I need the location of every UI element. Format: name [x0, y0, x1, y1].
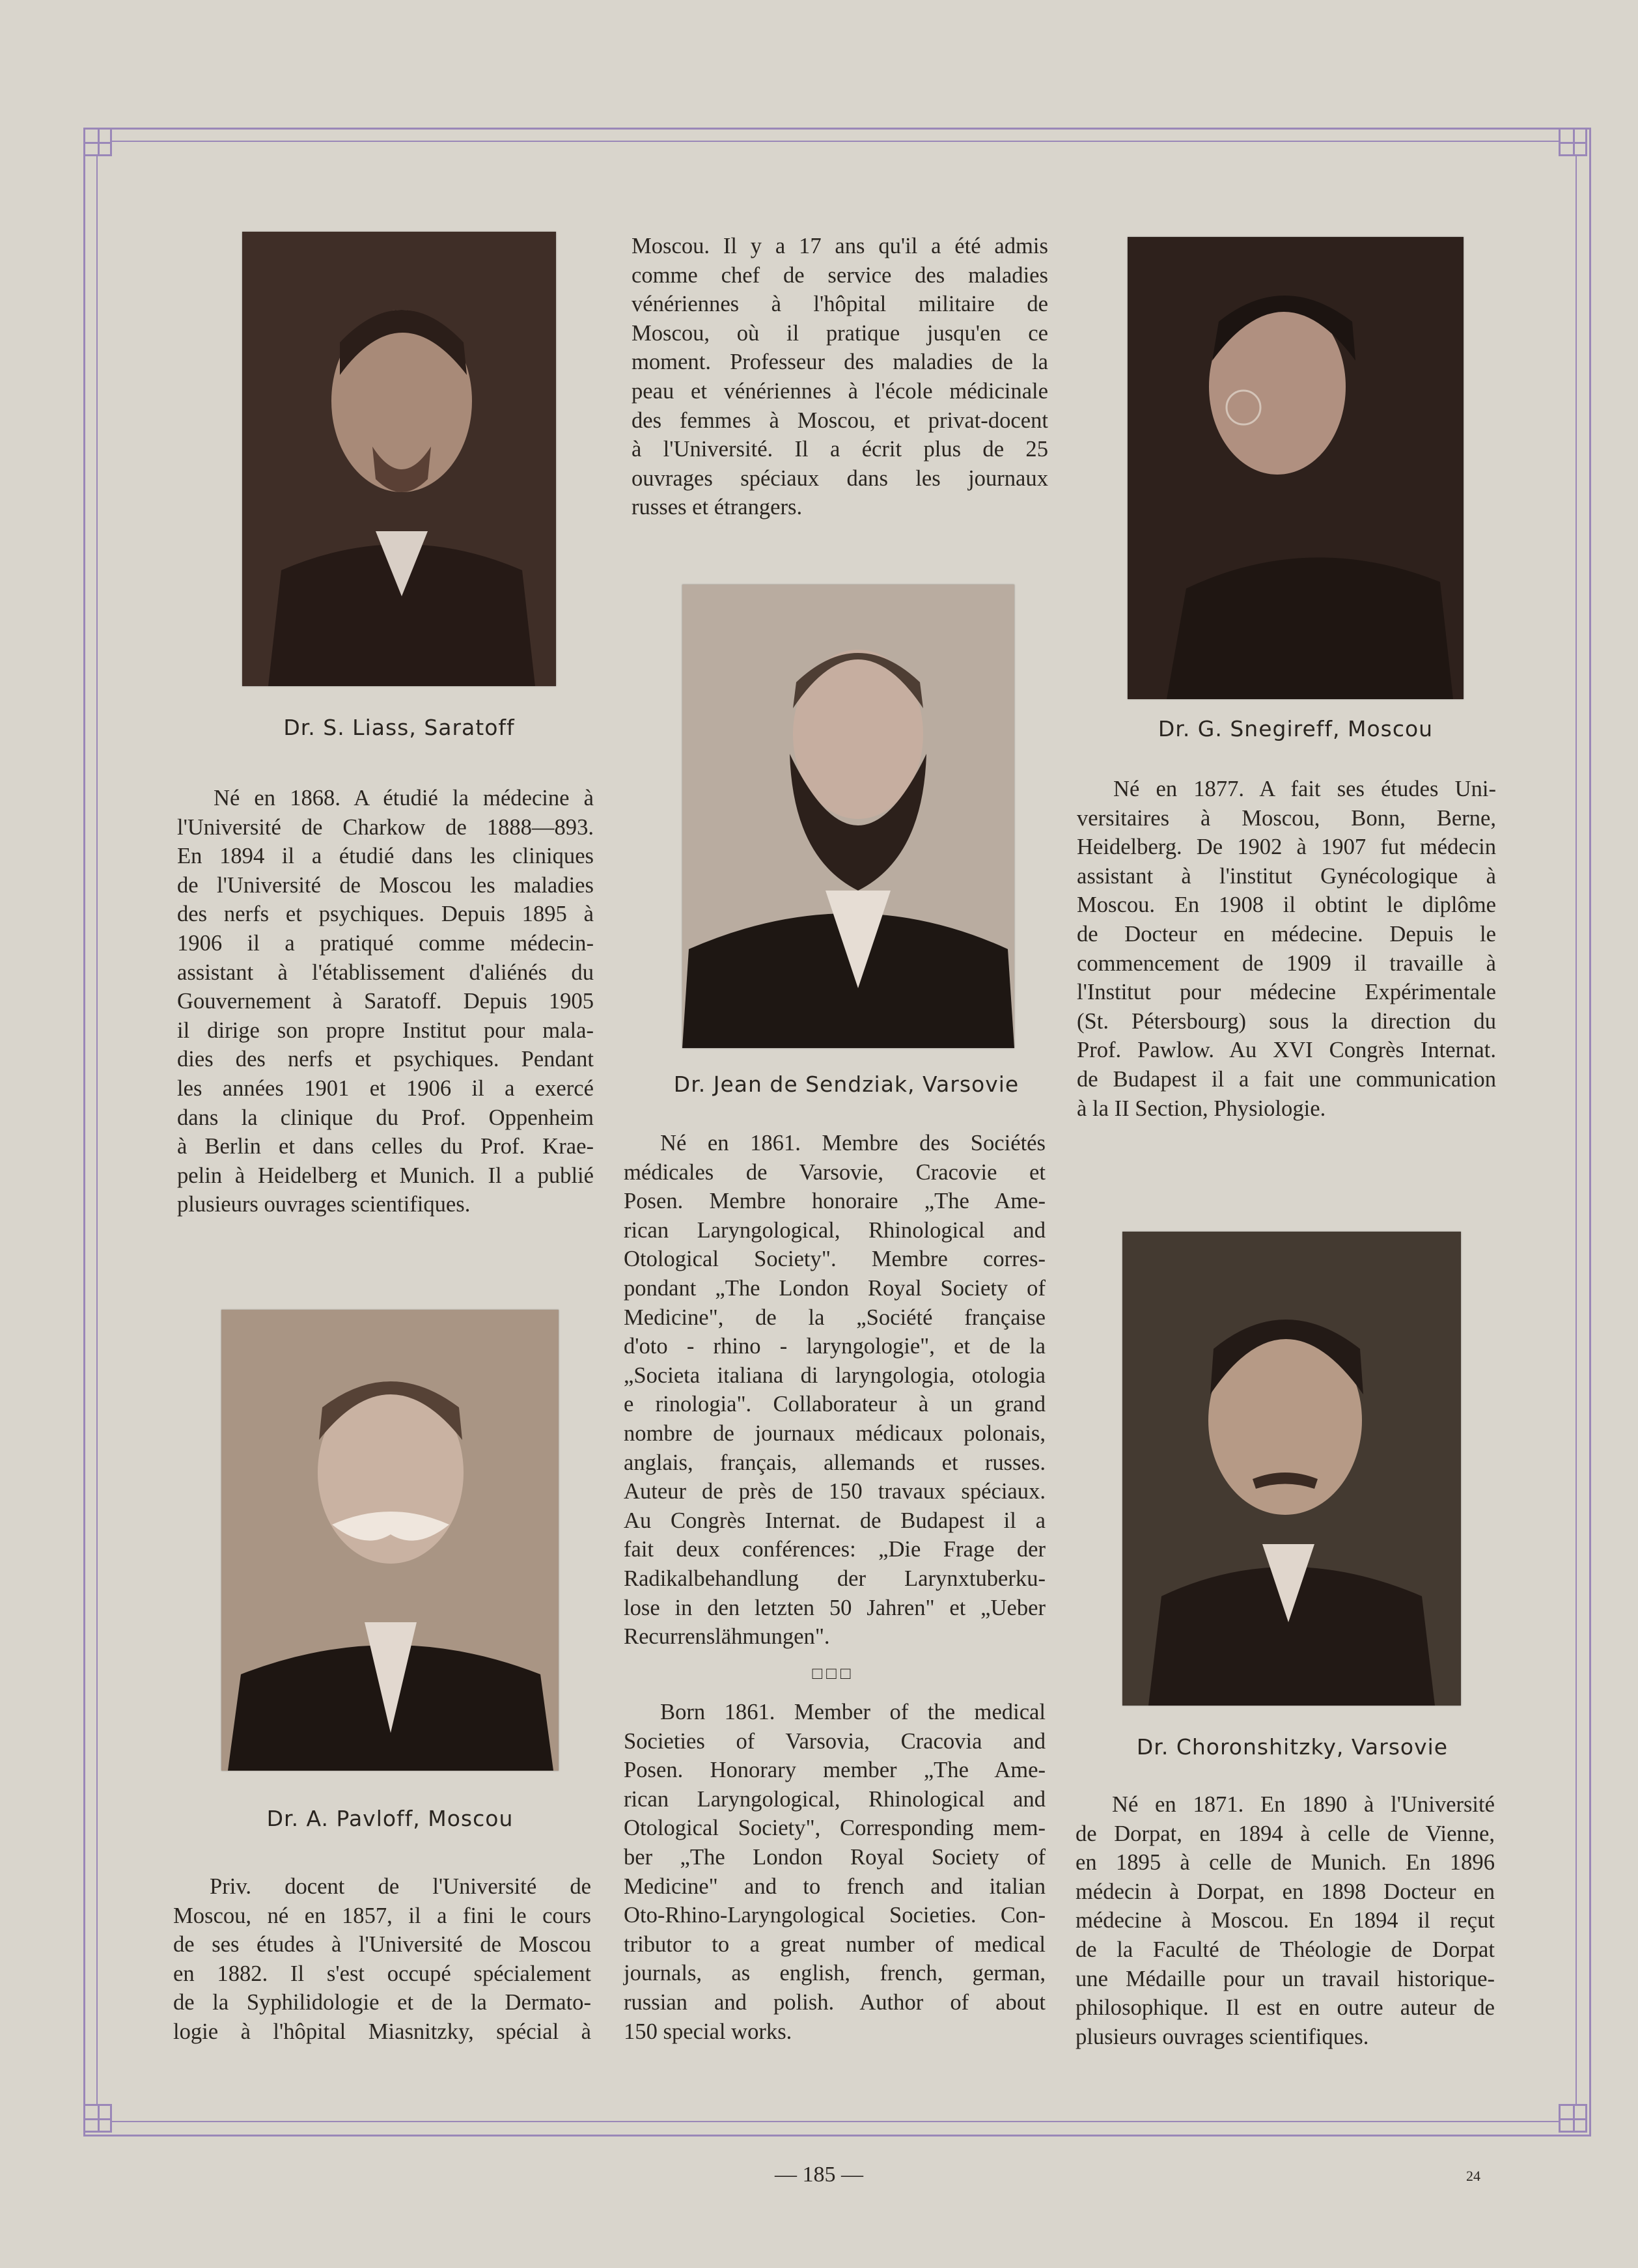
text-line: assistant à l'institut Gynécologique à [1077, 863, 1496, 889]
text-line: une Médaille pour un travail historique- [1076, 1966, 1495, 1991]
text-line: des femmes à Moscou, et privat-docent [632, 408, 1048, 433]
text-line: de ses études à l'Université de Moscou [173, 1932, 591, 1957]
text-line: Medicine" and to french and italian [624, 1874, 1046, 1899]
text-line: nombre de journaux médicaux polonais, [624, 1420, 1046, 1446]
text-line: de Dorpat, en 1894 à celle de Vienne, [1076, 1821, 1495, 1846]
text-line: Né en 1877. A fait ses études Uni- [1113, 777, 1496, 801]
text-line: 150 special works. [624, 2019, 792, 2044]
text-line: médecine à Moscou. En 1894 il reçut [1076, 1908, 1495, 1933]
text-line: en 1882. Il s'est occupé spécialement [173, 1961, 591, 1986]
text-line: dans la clinique du Prof. Oppenheim [177, 1105, 594, 1130]
text-line: Otological Society", Corresponding mem- [624, 1816, 1046, 1841]
bio-text-pavloff [173, 1872, 591, 2047]
page-number: — 185 — [775, 2163, 863, 2187]
text-line: Moscou. Il y a 17 ans qu'il a été admis [632, 234, 1048, 258]
frame-corner-ornament [83, 2104, 112, 2133]
bio-text-liass [177, 784, 594, 1219]
text-line: anglais, français, allemands et russes. [624, 1450, 1046, 1475]
caption-sendziak: Dr. Jean de Sendziak, Varsovie [673, 1072, 1020, 1097]
text-line: russes et étrangers. [632, 495, 803, 520]
text-line: Heidelberg. De 1902 à 1907 fut médecin [1077, 835, 1496, 860]
text-line: En 1894 il a étudié dans les cliniques [177, 844, 594, 869]
text-line: Recurrenslähmungen". [624, 1624, 830, 1650]
text-line: vénériennes à l'hôpital militaire de [632, 292, 1048, 317]
text-line: dies des nerfs et psychiques. Pendant [177, 1047, 594, 1072]
text-line: Born 1861. Member of the medical [660, 1700, 1046, 1724]
text-line: Radikalbehandlung der Larynxtuberku- [624, 1566, 1046, 1591]
text-line: logie à l'hôpital Miasnitzky, spécial à [173, 2019, 591, 2044]
caption-snegireff: Dr. G. Snegireff, Moscou [1158, 716, 1434, 741]
text-line: 1906 il a pratiqué comme médecin- [177, 930, 594, 956]
text-line: ouvrages spéciaux dans les journaux [632, 465, 1048, 491]
printer-signature: 24 [1466, 2168, 1480, 2184]
text-line: à la II Section, Physiologie. [1077, 1096, 1326, 1121]
text-line: pondant „The London Royal Society of [624, 1275, 1046, 1301]
text-line: plusieurs ouvrages scientifiques. [1076, 2024, 1369, 2049]
text-line: assistant à l'établissement d'aliénés du [177, 960, 594, 985]
text-line: Né en 1861. Membre des Sociétés [660, 1131, 1046, 1155]
text-line: e rinologia". Collaborateur à un grand [624, 1392, 1046, 1417]
bio-text-choronshitzky [1076, 1790, 1495, 2051]
bio-text-snegireff [1077, 775, 1496, 1123]
text-line: Posen. Honorary member „The Ame- [624, 1758, 1046, 1783]
text-line: Otological Society". Membre corres- [624, 1247, 1046, 1272]
text-line: journals, as english, french, german, [624, 1961, 1046, 1986]
bio-text-pavloff-continued [632, 232, 1048, 522]
text-line: Oto-Rhino-Laryngological Societies. Con- [624, 1903, 1046, 1928]
text-line: Né en 1871. En 1890 à l'Université [1112, 1792, 1495, 1817]
text-line: ber „The London Royal Society of [624, 1844, 1046, 1870]
text-line: comme chef de service des maladies [632, 262, 1048, 288]
text-line: rican Laryngological, Rhinological and [624, 1786, 1046, 1812]
text-line: Societies of Varsovia, Cracovia and [624, 1728, 1046, 1754]
text-line: à Berlin et dans celles du Prof. Krae- [177, 1134, 594, 1159]
text-line: peau et vénériennes à l'école médicinale [632, 378, 1048, 404]
text-line: plusieurs ouvrages scientifiques. [177, 1192, 471, 1217]
frame-corner-ornament [83, 128, 112, 156]
caption-liass: Dr. S. Liass, Saratoff [283, 715, 515, 740]
text-line: Né en 1868. A étudié la médecine à [214, 786, 594, 810]
text-line: Moscou, où il pratique jusqu'en ce [632, 320, 1048, 346]
text-line: de l'Université de Moscou les maladies [177, 872, 594, 898]
text-line: Priv. docent de l'Université de [210, 1874, 591, 1899]
frame-corner-ornament [1559, 2104, 1587, 2133]
frame-corner-ornament [1559, 128, 1587, 156]
text-line: pelin à Heidelberg et Munich. Il a publié [177, 1163, 594, 1188]
text-line: Medicine", de la „Société française [624, 1305, 1046, 1330]
text-line: des nerfs et psychiques. Depuis 1895 à [177, 902, 594, 927]
text-line: d'oto - rhino - laryngologie", et de la [624, 1334, 1046, 1359]
text-line: de Budapest il a fait une communication [1077, 1066, 1496, 1092]
text-line: les années 1901 et 1906 il a exercé [177, 1075, 594, 1101]
text-line: fait deux conférences: „Die Frage der [624, 1537, 1046, 1562]
portrait-photo-snegireff [1128, 237, 1464, 699]
caption-pavloff: Dr. A. Pavloff, Moscou [266, 1806, 514, 1831]
text-line: moment. Professeur des maladies de la [632, 350, 1048, 375]
text-line: de la Faculté de Théologie de Dorpat [1076, 1937, 1495, 1962]
text-line: (St. Pétersbourg) sous la direction du [1077, 1008, 1496, 1034]
text-line: Prof. Pawlow. Au XVI Congrès Internat. [1077, 1038, 1496, 1063]
text-line: il dirige son propre Institut pour mala- [177, 1017, 594, 1043]
section-separator: □□□ [812, 1664, 855, 1683]
portrait-photo-sendziak [682, 585, 1014, 1048]
text-line: médecin à Dorpat, en 1898 Docteur en [1076, 1879, 1495, 1904]
text-line: philosophique. Il est en outre auteur de [1076, 1995, 1495, 2021]
portrait-photo-liass [242, 232, 556, 686]
portrait-photo-choronshitzky [1122, 1232, 1461, 1706]
text-line: russian and polish. Author of about [624, 1989, 1046, 2015]
text-line: lose in den letzten 50 Jahren" et „Ueber [624, 1595, 1046, 1620]
text-line: l'Université de Charkow de 1888—893. [177, 814, 594, 840]
text-line: Moscou. En 1908 il obtint le diplôme [1077, 892, 1496, 918]
text-line: Posen. Membre honoraire „The Ame- [624, 1189, 1046, 1214]
text-line: „Societa italiana di laryngologia, otologia [624, 1362, 1046, 1388]
text-line: de la Syphilidologie et de la Dermato- [173, 1990, 591, 2015]
text-line: rican Laryngological, Rhinological and [624, 1217, 1046, 1243]
text-line: versitaires à Moscou, Bonn, Berne, [1077, 805, 1496, 831]
text-line: Au Congrès Internat. de Budapest il a [624, 1508, 1046, 1533]
text-line: commencement de 1909 il travaille à [1077, 950, 1496, 976]
text-line: de Docteur en médecine. Depuis le [1077, 921, 1496, 947]
bio-text-sendziak [624, 1129, 1046, 1652]
text-line: tributor to a great number of medical [624, 1931, 1046, 1957]
text-line: en 1895 à celle de Munich. En 1896 [1076, 1850, 1495, 1875]
text-line: Gouvernement à Saratoff. Depuis 1905 [177, 989, 594, 1014]
portrait-photo-pavloff [221, 1310, 559, 1771]
text-line: l'Institut pour médecine Expérimentale [1077, 980, 1496, 1005]
text-line: Auteur de près de 150 travaux spéciaux. [624, 1479, 1046, 1504]
caption-choronshitzky: Dr. Choronshitzky, Varsovie [1136, 1734, 1449, 1760]
text-line: à l'Université. Il a écrit plus de 25 [632, 437, 1048, 462]
text-line: médicales de Varsovie, Cracovie et [624, 1159, 1046, 1185]
text-line: Moscou, né en 1857, il a fini le cours [173, 1903, 591, 1928]
bio-text-sendziak-english [624, 1698, 1046, 2046]
